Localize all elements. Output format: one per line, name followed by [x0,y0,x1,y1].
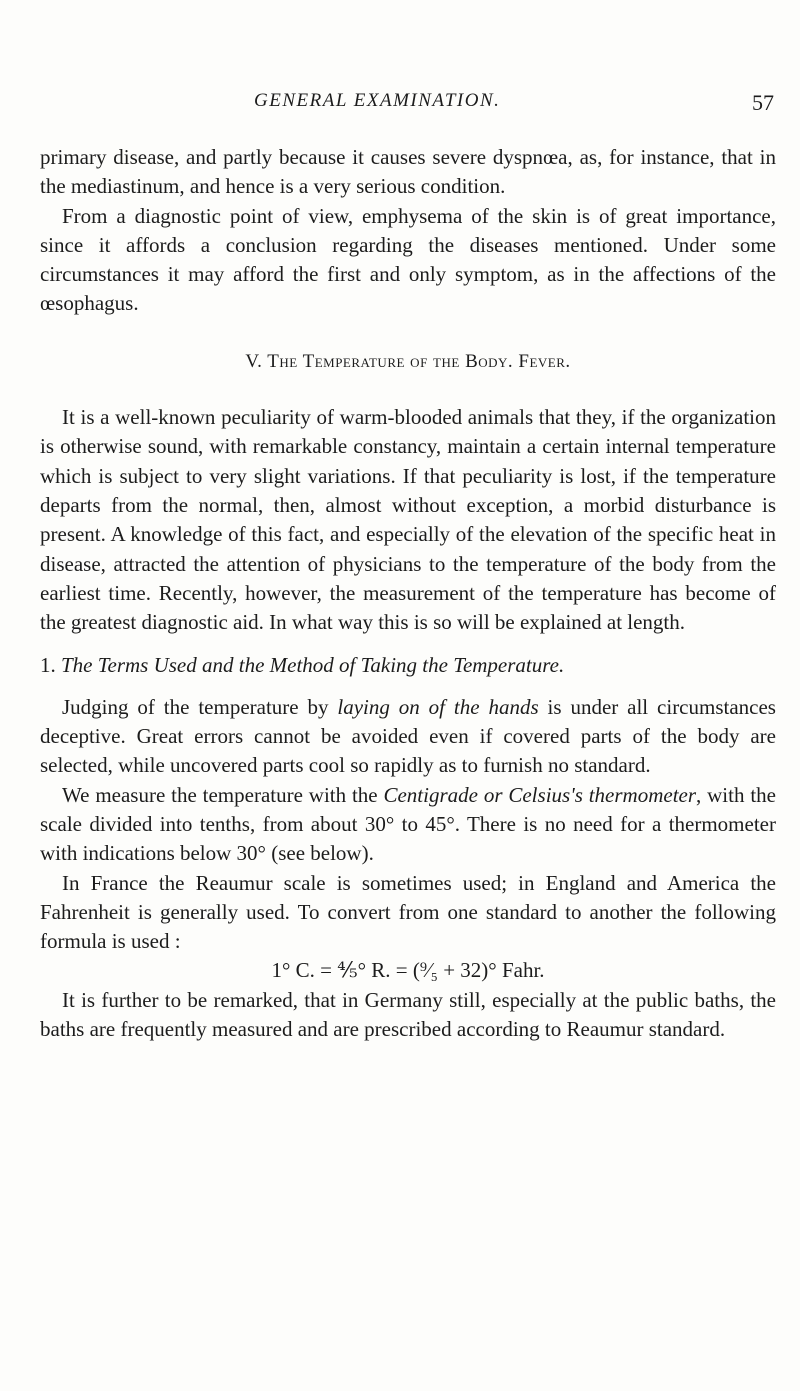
paragraph-3: It is a well-known peculiarity of warm-blooded animals that they, if the organization is otherwise sound, with remarkable constancy, maintain a certain internal temperature which is subject to very slight variations. If that peculiarity is lost, if the temperature departs from the normal, then, almost without exception, a morbid disturbance is present. A knowledge of this fact, and especially of the elevation of the specific heat in disease, attracted the attention of physicians to the temperature of the body from the earliest time. Recently, however, the measurement of the temperature has become of the greatest diagnostic aid. In what way this is so will be explained at length. [40,405,776,635]
paragraph-4-text-b: is under all circumstances deceptive. Great errors cannot be avoided even if covered parts of the body are selected, while uncovered parts cool so rapidly as to furnish no standard. [40,694,776,778]
paragraph-5-emphasis: Centigrade or Celsius's thermometer [383,782,697,807]
page-header [40,90,776,120]
body-text [40,143,776,1044]
paragraph-4-text-a: Judging of the temperature by [62,694,338,719]
page-number: 57 [752,90,774,115]
paragraph-5-text-b: , with the scale divided into tenths, from about 30° to 45°. There is no need for a thermometer with indications below 30° (see below). [40,782,776,866]
paragraph-2: From a diagnostic point of view, emphysema of the skin is of great importance, since it affords a conclusion regarding the diseases mentioned. Under some circumstances it may afford the first and only symptom, as in the affections of the œsophagus. [40,203,776,316]
sub-heading-number: 1. [40,653,56,678]
section-heading [40,347,776,376]
paragraph-7: It is further to be remarked, that in Germany still, especially at the public baths, the baths are frequently measured and are prescribed according to Reaumur standard. [40,987,776,1042]
paragraph-5 [40,781,776,869]
running-head: GENERAL EXAMINATION. [254,90,501,111]
paragraph-4-emphasis: laying on of the hands [337,694,539,719]
section-heading-text: V. The Temperature of the Body. Fever. [245,350,571,372]
sub-heading-text: The Terms Used and the Method of Taking the Temperature. [61,653,565,678]
paragraph-5-text-a: We measure the temperature with the [62,782,384,807]
sub-heading [40,651,776,680]
conversion-formula: 1° C. = ⅘° R. = (⁹⁄₅ + 32)° Fahr. [271,958,545,983]
paragraph-1: primary disease, and partly because it causes severe dyspnœa, as, for instance, that in the mediastinum, and hence is a very serious condition. [40,145,776,199]
paragraph-4 [40,693,776,781]
paragraph-6: In France the Reaumur scale is sometimes used; in England and America the Fahrenheit is generally used. To convert from one standard to another the following formula is used : [40,870,776,954]
